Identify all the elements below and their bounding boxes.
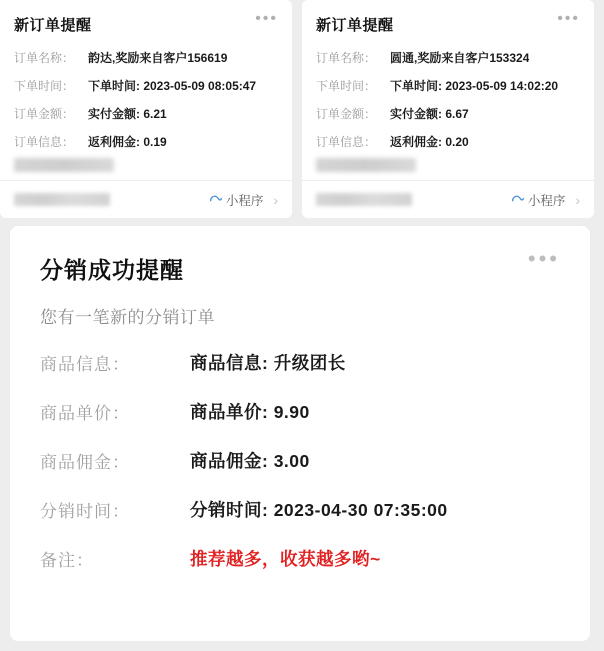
- card-footer[interactable]: [0, 180, 292, 218]
- field-label: 备注：: [40, 551, 94, 570]
- field-value: 返利佣金: 0.20: [390, 135, 469, 149]
- field-row: [14, 105, 278, 122]
- more-dots-icon[interactable]: •••: [255, 10, 278, 27]
- field-label: 订单金额：: [14, 107, 75, 121]
- order-notification-card-2[interactable]: [302, 0, 594, 218]
- mini-program-tag[interactable]: [511, 191, 580, 209]
- field-label: 订单信息：: [14, 135, 75, 149]
- field-label: 下单时间：: [14, 79, 75, 93]
- field-value: 圆通,奖励来自客户153324: [390, 51, 530, 65]
- more-dots-icon[interactable]: •••: [557, 10, 580, 27]
- main-card-field-list: [40, 350, 560, 573]
- mini-program-icon: [209, 193, 222, 206]
- field-label: 订单名称：: [14, 51, 75, 65]
- field-row: [14, 133, 278, 150]
- chevron-right-icon[interactable]: ›: [273, 191, 278, 208]
- order-notification-card-1[interactable]: [0, 0, 292, 218]
- card-footer[interactable]: [302, 180, 594, 218]
- field-row: [40, 497, 560, 524]
- field-value-note: 推荐越多，收获越多哟~: [190, 549, 381, 569]
- mini-program-icon: [511, 193, 524, 206]
- field-label: 订单名称：: [316, 51, 377, 65]
- field-value: 商品信息: 升级团长: [190, 353, 346, 373]
- redacted-source-name: [316, 193, 412, 206]
- card-field-list: [316, 49, 580, 161]
- mini-program-tag[interactable]: [209, 191, 278, 209]
- field-value: 商品佣金: 3.00: [190, 451, 310, 471]
- field-label: 订单信息：: [316, 135, 377, 149]
- field-value: 实付金额: 6.67: [390, 107, 469, 121]
- chevron-right-icon[interactable]: ›: [575, 191, 580, 208]
- card-title: 新订单提醒: [14, 17, 92, 34]
- field-row: [14, 77, 278, 94]
- field-value: 下单时间: 2023-05-09 08:05:47: [88, 79, 257, 93]
- field-row: [14, 49, 278, 66]
- card-title: 新订单提醒: [316, 17, 394, 34]
- distribution-success-card[interactable]: [10, 226, 590, 641]
- more-dots-icon[interactable]: •••: [527, 246, 560, 271]
- main-card-header: [40, 246, 560, 285]
- card-field-list: [14, 49, 278, 161]
- card-header: [14, 10, 278, 35]
- field-value: 下单时间: 2023-05-09 14:02:20: [390, 79, 559, 93]
- field-row: [316, 49, 580, 66]
- field-label: 下单时间：: [316, 79, 377, 93]
- main-card-title: 分销成功提醒: [40, 257, 184, 283]
- field-label: 商品单价：: [40, 404, 130, 423]
- field-row: [40, 448, 560, 475]
- field-row: [40, 546, 560, 573]
- field-label: 商品信息：: [40, 355, 130, 374]
- field-row: [40, 399, 560, 426]
- field-label: 分销时间：: [40, 502, 130, 521]
- field-label: 订单金额：: [316, 107, 377, 121]
- redacted-text-block: [316, 158, 416, 172]
- redacted-source-name: [14, 193, 110, 206]
- field-label: 商品佣金：: [40, 453, 130, 472]
- field-value: 返利佣金: 0.19: [88, 135, 167, 149]
- field-row: [316, 105, 580, 122]
- field-row: [40, 350, 560, 377]
- field-row: [316, 77, 580, 94]
- field-value: 分销时间: 2023-04-30 07:35:00: [190, 500, 448, 520]
- mini-program-label: 小程序: [527, 193, 566, 208]
- notification-cards-row: [0, 0, 604, 218]
- field-value: 商品单价: 9.90: [190, 402, 310, 422]
- field-value: 韵达,奖励来自客户156619: [88, 51, 228, 65]
- card-header: [316, 10, 580, 35]
- mini-program-label: 小程序: [225, 193, 264, 208]
- field-value: 实付金额: 6.21: [88, 107, 167, 121]
- field-row: [316, 133, 580, 150]
- redacted-text-block: [14, 158, 114, 172]
- main-card-subtitle: 您有一笔新的分销订单: [40, 308, 215, 327]
